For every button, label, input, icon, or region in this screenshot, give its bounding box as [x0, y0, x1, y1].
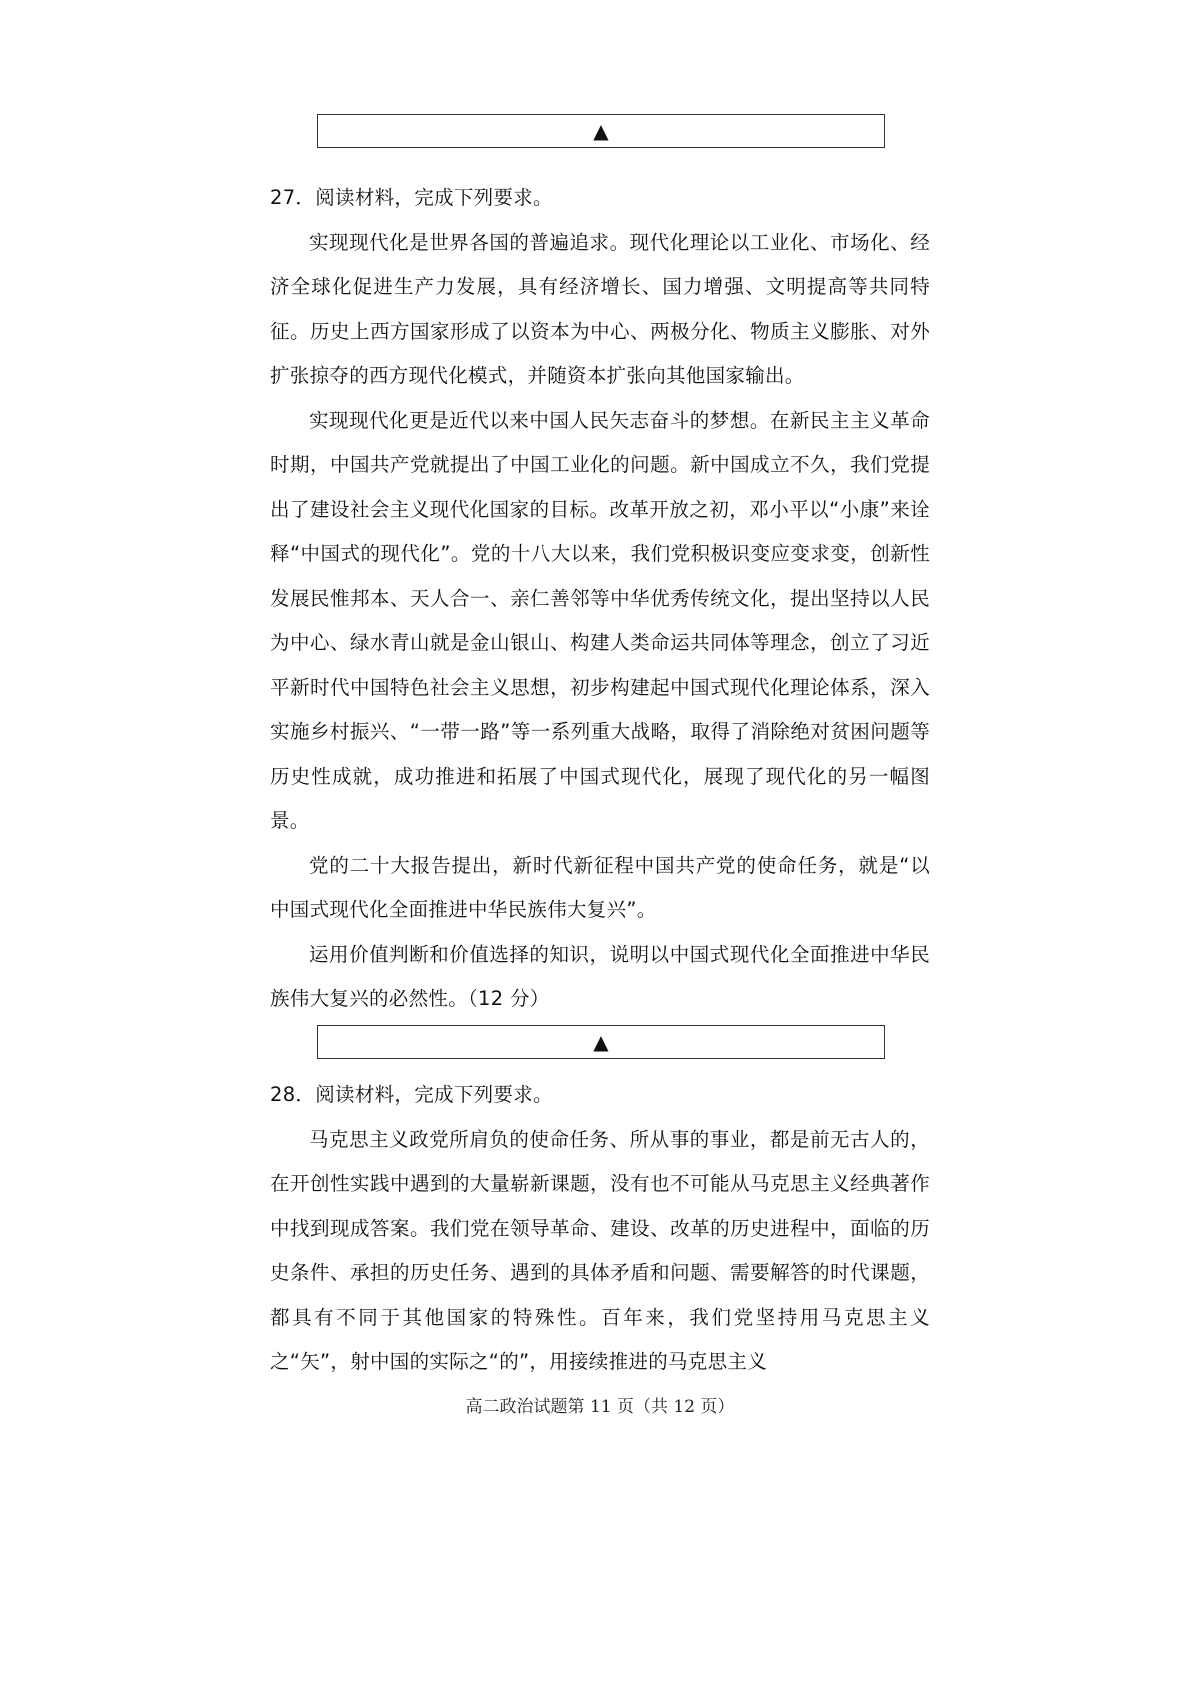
triangle-marker-icon: ▲ [593, 1030, 609, 1054]
page-footer: 高二政治试题第 11 页（共 12 页） [465, 1397, 735, 1417]
material-paragraph: 实现现代化更是近代以来中国人民矢志奋斗的梦想。在新民主主义革命时期，中国共产党就提出了中国工业化的问题。新中国成立不久，我们党提出了建设社会主义现代化国家的目标。改革开放之初，邓小平以“小康”来诠释“中国式的现代化”。党的十八大以来，我们党积极识变应变求变，创新性发展民惟邦本、天人合一、亲仁善邻等中华优秀传统文化，提出坚持以人民为中心、绿水青山就是金山银山、构建人类命运共同体等理念，创立了习近平新时代中国特色社会主义思想，初步构建起中国式现代化理论体系，深入实施乡村振兴、“一带一路”等一系列重大战略，取得了消除绝对贫困问题等历史性成就，成功推进和拓展了中国式现代化，展现了现代化的另一幅图景。 [270, 408, 930, 832]
question-heading: 27．阅读材料，完成下列要求。 [270, 186, 553, 209]
answer-box[interactable] [317, 1025, 885, 1059]
answer-box[interactable] [317, 114, 885, 148]
question-27 [270, 176, 930, 1022]
material-paragraph: 党的二十大报告提出，新时代新征程中国共产党的使命任务，就是“以中国式现代化全面推进中华民族伟大复兴”。 [270, 853, 930, 921]
material-paragraph: 实现现代化是世界各国的普遍追求。现代化理论以工业化、市场化、经济全球化促进生产力发展，具有经济增长、国力增强、文明提高等共同特征。历史上西方国家形成了以资本为中心、两极分化、物质主义膨胀、对外扩张掠夺的西方现代化模式，并随资本扩张向其他国家输出。 [270, 230, 930, 387]
triangle-marker-icon: ▲ [593, 119, 609, 143]
question-28 [270, 1073, 930, 1385]
material-paragraph: 马克思主义政党所肩负的使命任务、所从事的事业，都是前无古人的，在开创性实践中遇到的大量崭新课题，没有也不可能从马克思主义经典著作中找到现成答案。我们党在领导革命、建设、改革的历史进程中，面临的历史条件、承担的历史任务、遇到的具体矛盾和问题、需要解答的时代课题，都具有不同于其他国家的特殊性。百年来，我们党坚持用马克思主义之“矢”，射中国的实际之“的”，用接续推进的马克思主义 [270, 1127, 930, 1373]
question-prompt: 运用价值判断和价值选择的知识，说明以中国式现代化全面推进中华民族伟大复兴的必然性。（12 分） [270, 942, 930, 1010]
question-heading: 28．阅读材料，完成下列要求。 [270, 1083, 553, 1106]
